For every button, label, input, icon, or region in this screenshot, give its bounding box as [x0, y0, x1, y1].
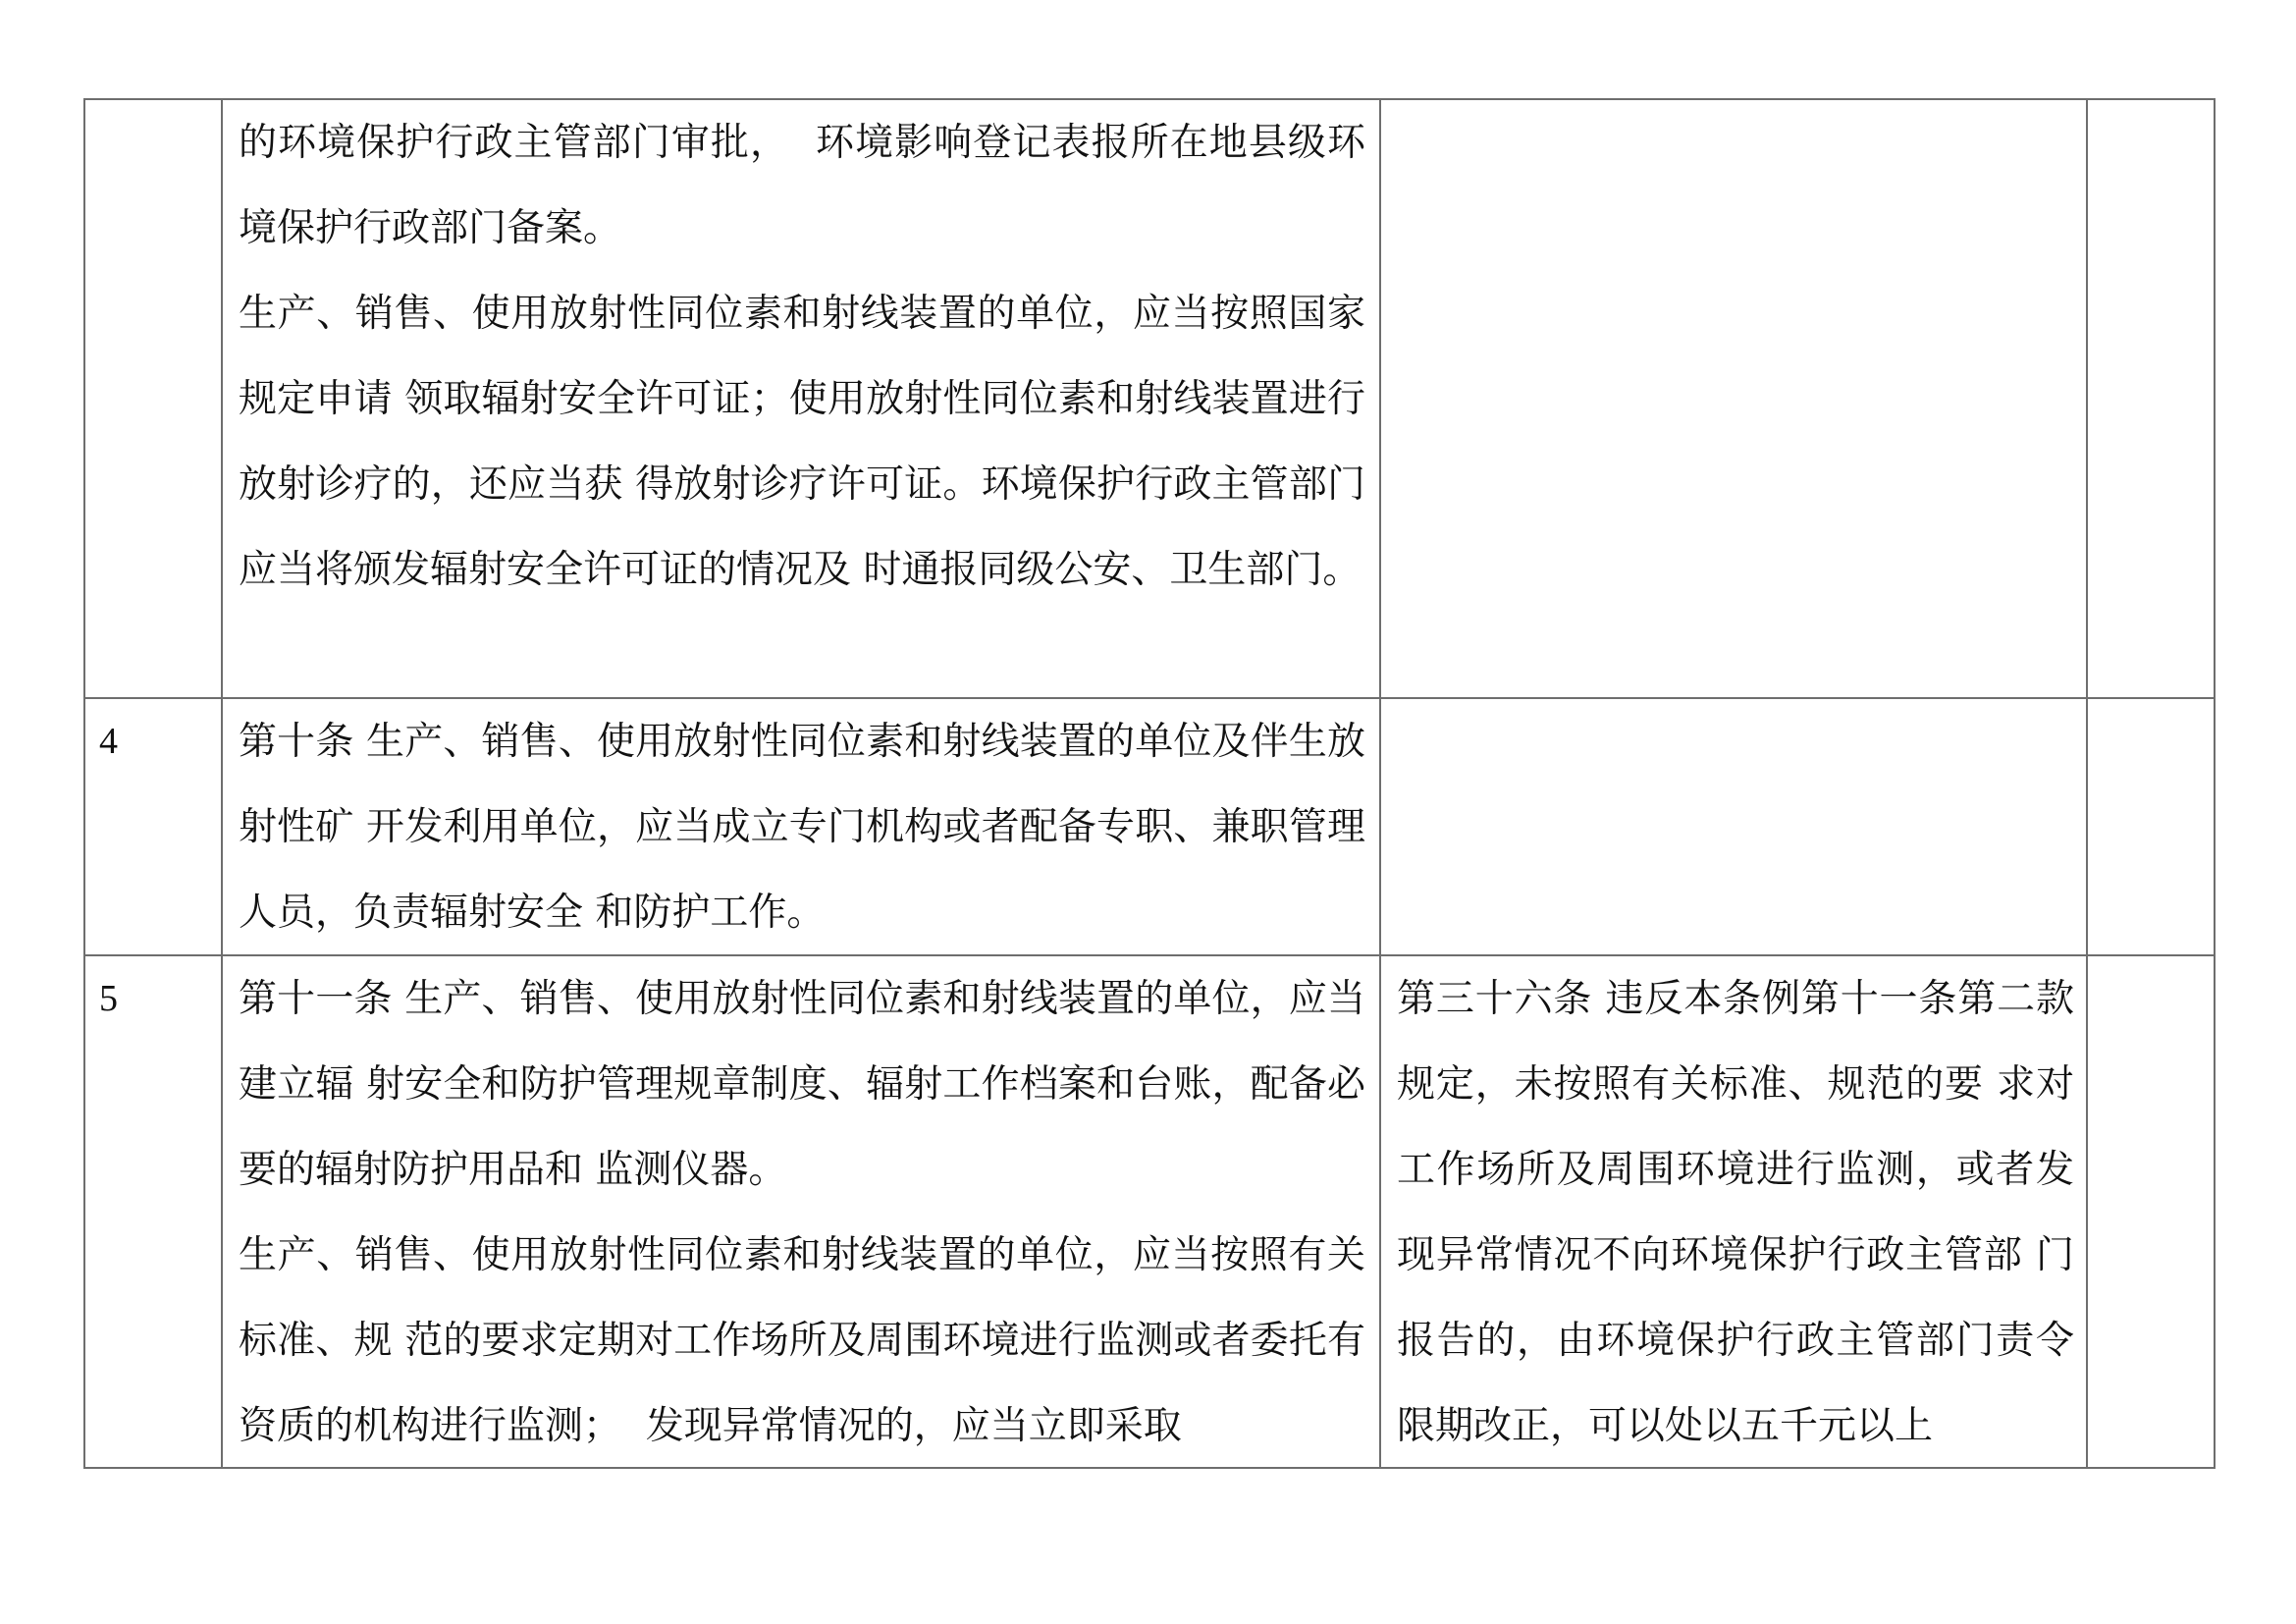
obligation-cell	[222, 99, 1380, 698]
penalty-cell	[1380, 99, 2087, 698]
obligation-paragraph: 第十一条 生产、销售、使用放射性同位素和射线装置的单位，应当建立辐 射安全和防护管理规章制度、辐射工作档案和台账，配备必要的辐射防护用品和 监测仪器。	[239, 977, 1365, 1192]
obligation-cell	[222, 698, 1380, 955]
row-number-cell	[84, 698, 222, 955]
penalty-paragraph: 第三十六条 违反本条例第十一条第二款规定，未按照有关标准、规范的要 求对工作场所及周围环境进行监测，或者发现异常情况不向环境保护行政主管部 门报告的，由环境保护行政主管部门责令限期改正，可以处以五千元以上	[1397, 977, 2074, 1448]
table-row	[84, 99, 2215, 698]
regulation-table	[83, 98, 2216, 1469]
obligation-paragraph: 生产、销售、使用放射性同位素和射线装置的单位，应当按照有关标准、规 范的要求定期对工作场所及周围环境进行监测或者委托有资质的机构进行监测； 发现异常情况的，应当立即采取	[239, 1233, 1365, 1448]
obligation-paragraph: 的环境保护行政主管部门审批， 环境影响登记表报所在地县级环境保护行政部门备案。	[239, 121, 1365, 250]
table-row	[84, 955, 2215, 1468]
row-number-cell	[84, 99, 222, 698]
row-number: 4	[99, 721, 118, 762]
row-number-cell	[84, 955, 222, 1468]
remark-cell	[2087, 698, 2215, 955]
penalty-cell	[1380, 698, 2087, 955]
obligation-paragraph: 生产、销售、使用放射性同位素和射线装置的单位，应当按照国家规定申请 领取辐射安全许可证；使用放射性同位素和射线装置进行放射诊疗的，还应当获 得放射诊疗许可证。环境保护行政主管部门应当将颁发辐射安全许可证的情况及 时通报同级公安、卫生部门。	[239, 292, 1365, 592]
penalty-cell	[1380, 955, 2087, 1468]
obligation-paragraph: 第十条 生产、销售、使用放射性同位素和射线装置的单位及伴生放射性矿 开发利用单位，应当成立专门机构或者配备专职、兼职管理人员，负责辐射安全 和防护工作。	[239, 720, 1365, 935]
obligation-cell	[222, 955, 1380, 1468]
remark-cell	[2087, 955, 2215, 1468]
row-number: 5	[99, 978, 118, 1019]
table-row	[84, 698, 2215, 955]
remark-cell	[2087, 99, 2215, 698]
